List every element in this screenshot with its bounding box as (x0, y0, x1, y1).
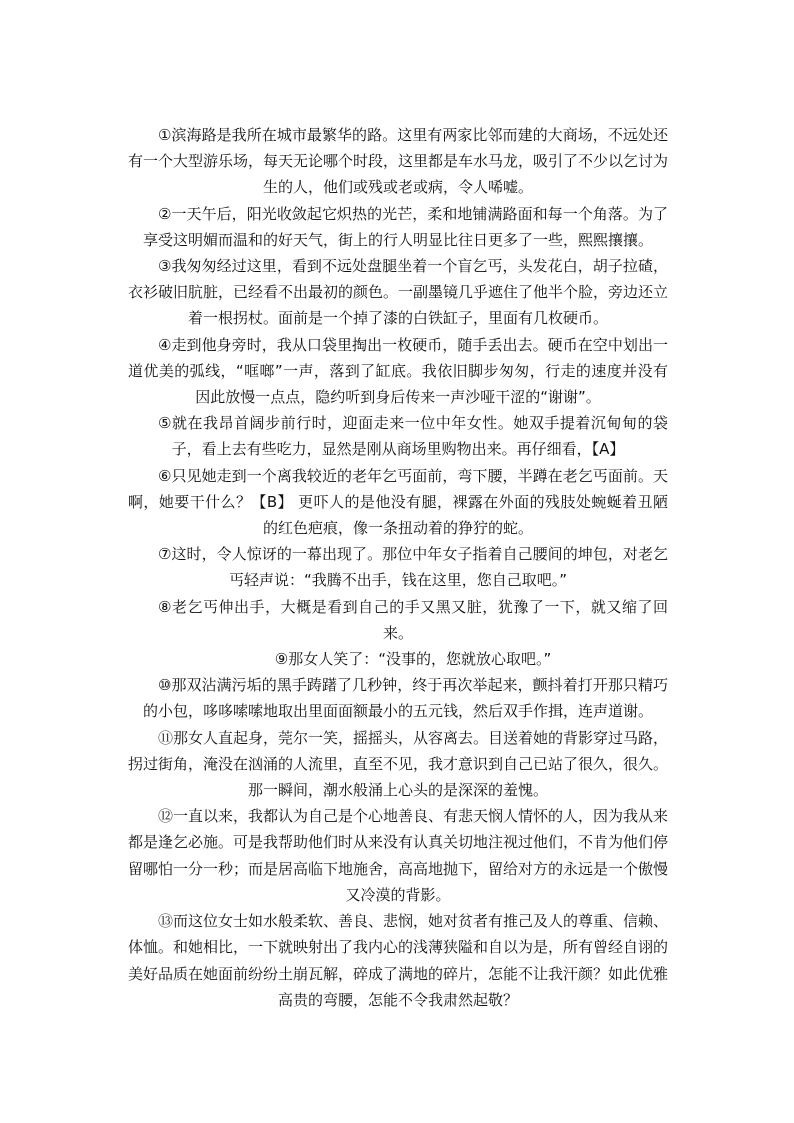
paragraph-1: ①滨海路是我所在城市最繁华的路。这里有两家比邻而建的大商场，不远处还有一个大型游乐场，每天无论哪个时段，这里都是车水马龙，吸引了不少以乞讨为生的人，他们或残或老或病，令人唏嘘。 (128, 126, 669, 197)
paragraph-11: ⑪那女人直起身，莞尔一笑，摇摇头，从容离去。目送着她的背影穿过马路，拐过街角，淹没在汹涌的人流里，直至不见，我才意识到自己已站了很久，很久。那一瞬间，潮水般涌上心头的是深深的羞愧。 (128, 728, 669, 800)
paragraph-7: ⑦这时，令人惊讶的一幕出现了。那位中年女子指着自己腰间的坤包，对老乞丐轻声说：“我腾不出手，钱在这里，您自己取吧。” (158, 545, 668, 590)
paragraph-6: ⑥只见她走到一个离我较近的老年乞丐面前，弯下腰，半蹲在老乞丐面前。天啊，她要干什么？【B】 更吓人的是他没有腿，裸露在外面的残肢处蜿蜒着丑陋的红色疤痕，像一条扭动着的狰狞的蛇。 (128, 466, 668, 538)
paragraph-4: ④走到他身旁时，我从口袋里掏出一枚硬币，随手丢出去。硬币在空中划出一道优美的弧线，“哐啷”一声，落到了缸底。我依旧脚步匆匆，行走的速度并没有因此放慢一点点，隐约听到身后传来一声沙哑干涩的“谢谢”。 (128, 335, 668, 407)
paragraph-13: ⑬而这位女士如水般柔软、善良、悲悯，她对贫者有推己及人的尊重、信赖、体恤。和她相比，一下就映射出了我内心的浅薄狭隘和自以为是，所有曾经自诩的美好品质在她面前纷纷土崩瓦解，碎成了满地的碎片，怎能不让我汗颜？如此优雅高贵的弯腰，怎能不令我肃然起敬？ (128, 912, 669, 1009)
article-body (128, 122, 668, 1013)
paragraph-10: ⑩那双沾满污垢的黑手踌躇了几秒钟，终于再次举起来，颤抖着打开那只精巧的小包，哆哆嗦嗦地取出里面面额最小的五元钱，然后双手作揖，连声道谢。 (142, 676, 668, 721)
paragraph-12: ⑫一直以来，我都认为自己是个心地善良、有悲天悯人情怀的人，因为我从来都是逢乞必施。可是我帮助他们时从来没有认真关切地注视过他们，不肯为他们停留哪怕一分一秒；而是居高临下地施舍，高高地抛下，留给对方的永远是一个傲慢又冷漠的背影。 (128, 807, 669, 904)
paragraph-8: ⑧老乞丐伸出手，大概是看到自己的手又黑又脏，犹豫了一下，就又缩了回来。 (158, 597, 668, 642)
paragraph-3: ③我匆匆经过这里，看到不远处盘腿坐着一个盲乞丐，头发花白，胡子拉碴，衣衫破旧肮脏，已经看不出最初的颜色。一副墨镜几乎遮住了他半个脸，旁边还立着一根拐杖。面前是一个掉了漆的白铁缸子，里面有几枚硬币。 (128, 257, 669, 328)
paragraph-5: ⑤就在我昂首阔步前行时，迎面走来一位中年女性。她双手提着沉甸甸的袋子，看上去有些吃力，显然是刚从商场里购物出来。再仔细看，【A】 (158, 414, 668, 459)
paragraph-9: ⑨那女人笑了：“没事的，您就放心取吧。” (274, 650, 552, 669)
paragraph-2: ②一天午后，阳光收敛起它炽热的光芒，柔和地铺满路面和每一个角落。为了享受这明媚而温和的好天气，街上的行人明显比往日更多了一些，熙熙攘攘。 (142, 204, 668, 249)
